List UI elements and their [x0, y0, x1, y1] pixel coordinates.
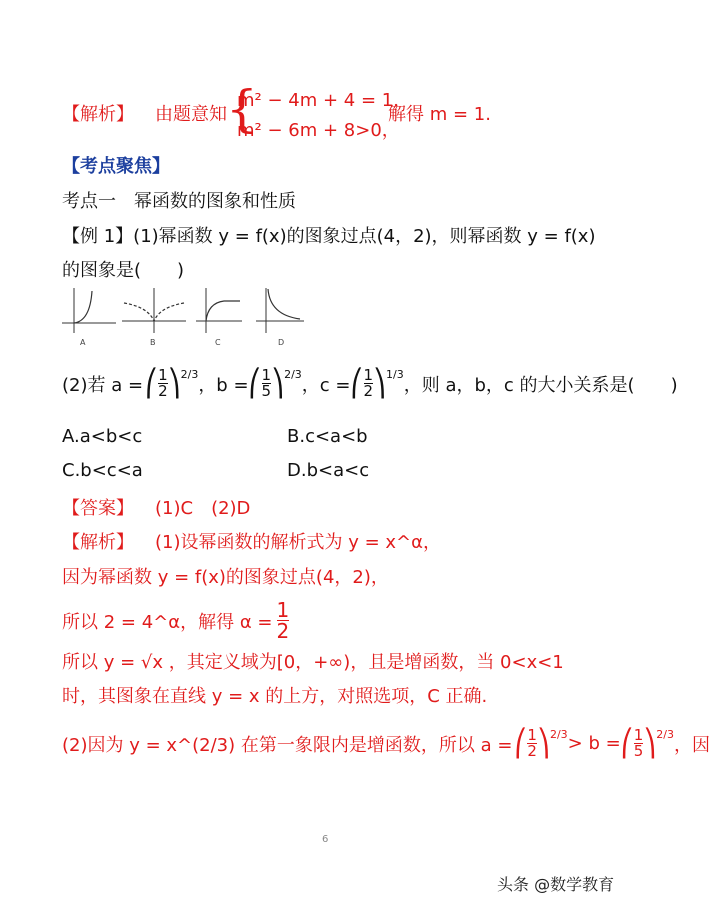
- bracket-left: ⎛: [248, 368, 262, 399]
- analysis-line-4: 所以 y = √x ，其定义域为[0，+∞)，且是增函数，当 0<x<1: [62, 652, 564, 673]
- graph-b: [120, 285, 188, 335]
- option-c: C.b<c<a: [62, 460, 143, 481]
- bracket-left: ⎛: [145, 368, 159, 399]
- alpha-fraction: $\frac{1}{2}$: [276, 598, 290, 643]
- l6-a-exponent: 2/3: [549, 728, 568, 741]
- topic-title: 考点一 幂函数的图象和性质: [62, 191, 296, 212]
- analysis-line-6: [62, 728, 710, 759]
- analysis-line-6-text: (2)因为 y = x^(2/3) 在第一象限内是增函数，所以 a =: [62, 734, 513, 756]
- option-a: A.a<b<c: [62, 426, 143, 447]
- graph-a: [60, 285, 120, 335]
- q2-c-label: ，c =: [301, 374, 351, 396]
- focus-heading: 【考点聚焦】: [62, 156, 170, 177]
- analysis-line-5: 时，其图象在直线 y = x 的上方，对照选项，C 正确.: [62, 686, 488, 707]
- graph-label-d: D: [278, 338, 285, 347]
- q2-b-fraction: $\frac{1}{5}$: [261, 366, 272, 400]
- bracket-right: ⎞: [643, 728, 657, 759]
- example-line-2: 的图象是( ): [62, 260, 185, 281]
- q2-tail: ，则 a，b，c 的大小关系是( ): [403, 374, 678, 396]
- analysis-label-1: 【解析】: [62, 104, 134, 125]
- analysis-label-2: 【解析】: [62, 532, 134, 553]
- system-brace: {: [226, 80, 258, 138]
- analysis-line-1: (1)设幂函数的解析式为 y = x^α，: [155, 532, 441, 553]
- example-line-1: 【例 1】(1)幂函数 y = f(x)的图象过点(4，2)，则幂函数 y = f(x): [62, 226, 596, 247]
- q2-b-label: ，b =: [198, 374, 249, 396]
- option-b: B.c<a<b: [287, 426, 368, 447]
- bracket-right: ⎞: [536, 728, 550, 759]
- bracket-right: ⎞: [373, 368, 387, 399]
- q2-c-exponent: 1/3: [386, 368, 404, 381]
- analysis-lead-1: 由题意知: [155, 104, 227, 125]
- analysis-line-3-text: 所以 2 = 4^α，解得 α =: [62, 611, 273, 633]
- analysis-line-6-end: ，因: [673, 734, 710, 756]
- l6-b-exponent: 2/3: [656, 728, 674, 741]
- graph-label-a: A: [80, 338, 86, 347]
- graph-d: [254, 285, 306, 335]
- graph-c: [194, 285, 244, 335]
- page-number: 6: [322, 834, 329, 845]
- l6-a-fraction: $\frac{1}{2}$: [527, 726, 537, 760]
- graph-label-c: C: [215, 338, 221, 347]
- analysis-line-6-mid: > b =: [567, 733, 621, 754]
- q2-a-exponent: 2/3: [180, 368, 199, 381]
- option-d: D.b<a<c: [287, 460, 370, 481]
- bracket-right: ⎞: [167, 368, 181, 399]
- q2-b-exponent: 2/3: [284, 368, 302, 381]
- bracket-right: ⎞: [271, 368, 285, 399]
- graph-label-b: B: [150, 338, 156, 347]
- analysis-line-2: 因为幂函数 y = f(x)的图象过点(4，2)，: [62, 567, 389, 588]
- answer-label: 【答案】: [62, 498, 134, 519]
- question-2: [62, 368, 678, 399]
- bracket-left: ⎛: [514, 728, 528, 759]
- bracket-left: ⎛: [350, 368, 364, 399]
- system-equation-2: m² − 6m + 8>0，: [237, 120, 400, 141]
- l6-b-fraction: $\frac{1}{5}$: [633, 726, 644, 760]
- solve-result: 解得 m = 1.: [388, 104, 491, 125]
- q2-lead: (2)若 a =: [62, 374, 144, 396]
- q2-c-fraction: $\frac{1}{2}$: [363, 366, 374, 400]
- bracket-left: ⎛: [620, 728, 634, 759]
- analysis-line-3: [62, 600, 289, 641]
- system-equation-1: m² − 4m + 4 = 1，: [237, 90, 412, 111]
- answer-text: (1)C (2)D: [155, 498, 251, 519]
- q2-a-fraction: $\frac{1}{2}$: [158, 366, 168, 400]
- watermark: 头条 @数学教育: [497, 875, 615, 894]
